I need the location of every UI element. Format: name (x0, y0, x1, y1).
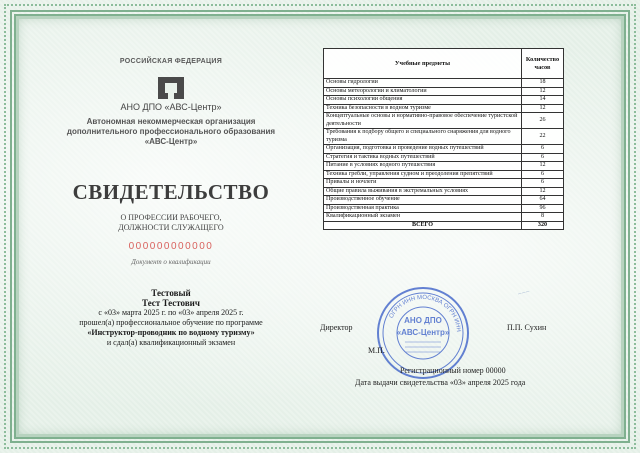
hours-cell: 26 (522, 113, 564, 129)
subject-cell: Питание в условиях водного путешествия (324, 162, 522, 171)
director-label: Директор (320, 323, 353, 332)
subject-cell: Организация, подготовка и проведение водных путешествий (324, 145, 522, 154)
total-label: ВСЕГО (324, 221, 522, 230)
total-hours: 320 (522, 221, 564, 230)
table-header-row (324, 49, 564, 79)
subjects-table-wrapper (323, 48, 564, 230)
document-type-label: Документ о квалификации (131, 258, 211, 266)
country-name: РОССИЙСКАЯ ФЕДЕРАЦИЯ (119, 58, 223, 65)
issuer-block (40, 58, 302, 266)
table-row (324, 145, 564, 154)
document-title: СВИДЕТЕЛЬСТВО (72, 180, 270, 204)
table-row (324, 213, 564, 222)
subject-cell: Квалификационный экзамен (324, 213, 522, 222)
training-period: с «03» марта 2025 г. по «03» апреля 2025 г. (98, 308, 244, 317)
table-row (324, 79, 564, 88)
table-row (324, 87, 564, 96)
table-row (324, 196, 564, 205)
hours-cell: 6 (522, 170, 564, 179)
document-number: 000000000000 (128, 241, 214, 252)
table-row (324, 187, 564, 196)
registration-number: Регистрационный номер 00000 (400, 366, 506, 375)
table-row (324, 162, 564, 171)
seal-center-text: «АВС-Центр» (396, 328, 450, 337)
org-logo-icon (158, 77, 184, 99)
subject-cell: Техника безопасности в водном туризме (324, 104, 522, 113)
watermark-mark-icon (515, 280, 555, 298)
hours-cell: 22 (522, 129, 564, 145)
issue-date: Дата выдачи свидетельства «03» апреля 2025 года (355, 378, 526, 387)
subject-cell: Производственное обучение (324, 196, 522, 205)
subject-cell: Общие правила выживания в экстремальных условиях (324, 187, 522, 196)
svg-text:ОГРН ИНН МОСКВА ОГРН ИНН: ОГРН ИНН МОСКВА ОГРН ИНН (388, 294, 462, 333)
subject-cell: Производственная практика (324, 204, 522, 213)
table-row (324, 153, 564, 162)
recipient-surname: Тестовый (151, 288, 191, 298)
subjects-table (323, 48, 564, 230)
hours-cell: 12 (522, 187, 564, 196)
subject-cell: Техника гребли, управления судном и преодоления препятствий (324, 170, 522, 179)
subject-cell: Концептуальные основы и нормативно-правовое обеспечение туристской деятельности (324, 113, 522, 129)
table-row (324, 96, 564, 105)
director-name: П.П. Сухин (507, 323, 547, 332)
org-full-name: Автономная некоммерческая организация дополнительного профессионального образования «АВС-Центр» (66, 117, 276, 146)
hours-cell: 12 (522, 162, 564, 171)
table-row (324, 129, 564, 145)
svg-text:~~~: ~~~ (517, 288, 531, 298)
hours-cell: 18 (522, 79, 564, 88)
recipient-name: Тест Тестович (142, 298, 200, 308)
program-name: «Инструктор-проводник по водному туризму» (87, 328, 255, 337)
subject-cell: Основы гидрологии (324, 79, 522, 88)
table-row (324, 113, 564, 129)
subject-cell: Стратегия и тактика водных путешествий (324, 153, 522, 162)
hours-cell: 14 (522, 96, 564, 105)
org-short-name: АНО ДПО «АВС-Центр» (120, 102, 222, 112)
hours-cell: 64 (522, 196, 564, 205)
subject-column-header: Учебные предметы (324, 49, 522, 79)
subject-cell: Основы психологии общения (324, 96, 522, 105)
document-subtitle: О ПРОФЕССИИ РАБОЧЕГО, ДОЛЖНОСТИ СЛУЖАЩЕГО (118, 213, 224, 232)
table-row (324, 170, 564, 179)
table-row (324, 204, 564, 213)
table-row (324, 179, 564, 188)
subjects-table-body (324, 79, 564, 222)
subject-cell: Требования к подбору общего и специального снаряжения для водного туризма (324, 129, 522, 145)
hours-cell: 8 (522, 213, 564, 222)
hours-cell: 12 (522, 87, 564, 96)
exam-line: и сдал(а) квалификационный экзамен (106, 338, 236, 347)
table-row (324, 104, 564, 113)
program-line: прошел(а) профессиональное обучение по программе (79, 318, 263, 327)
hours-cell: 6 (522, 145, 564, 154)
hours-cell: 12 (522, 104, 564, 113)
hours-cell: 96 (522, 204, 564, 213)
seal-place-label: М.П. (368, 346, 385, 355)
subject-cell: Основы метеорологии и климатологии (324, 87, 522, 96)
total-row (324, 221, 564, 230)
hours-cell: 6 (522, 153, 564, 162)
hours-cell: 6 (522, 179, 564, 188)
subject-cell: Привалы и ночлеги (324, 179, 522, 188)
recipient-block (40, 288, 302, 348)
hours-column-header: Количество часов (522, 49, 564, 79)
seal-top-text: АНО ДПО (404, 316, 442, 325)
